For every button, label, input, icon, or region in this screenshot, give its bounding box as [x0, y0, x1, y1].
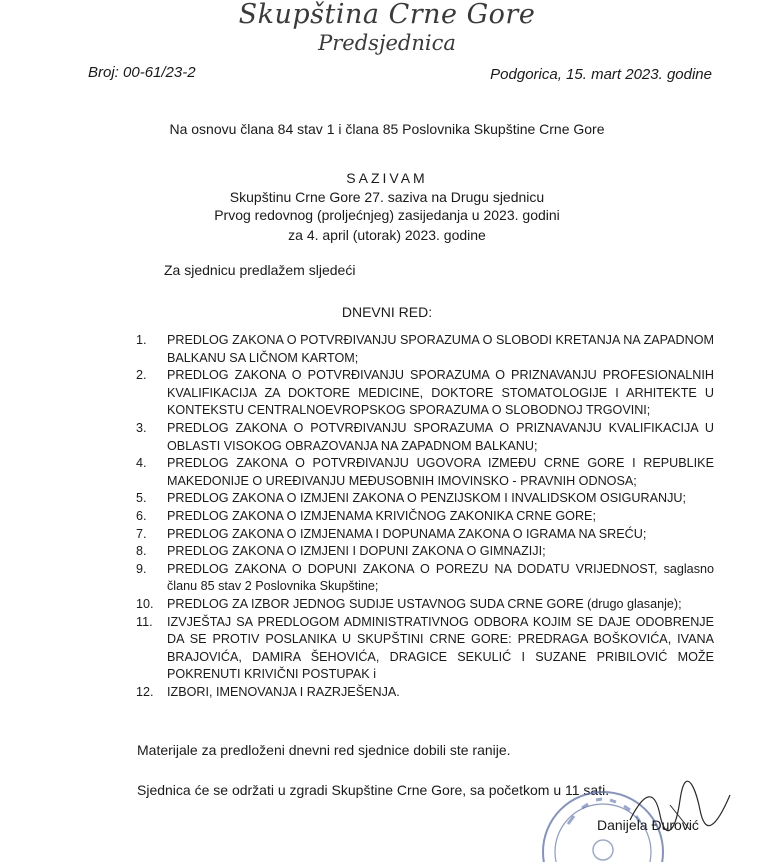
closing-materials: Materijale za predloženi dnevni red sjednice dobili ste ranije.: [137, 742, 511, 758]
agenda-item-number: 11.: [136, 614, 153, 629]
agenda-item-number: 9.: [136, 561, 147, 576]
agenda-item-number: 5.: [136, 491, 147, 506]
agenda-item-text: PREDLOG ZAKONA O POTVRĐIVANJU SPORAZUMA O PRIZNAVANJU PROFESIONALNIH KVALIFIKACIJA ZA DOKTORE MEDICINE, DOKTORE STOMATOLOGIJE I ARHITEKTE U KONTEKSTU CENTRALNOEVROPSKOG SPORAZUMA O SLOBODNOJ TRGOVINI;: [167, 368, 714, 418]
place-and-date: Podgorica, 15. mart 2023. godine: [490, 66, 712, 83]
agenda-item-text: PREDLOG ZAKONA O IZMJENAMA KRIVIČNOG ZAKONIKA CRNE GORE;: [167, 508, 596, 523]
agenda-item-number: 6.: [136, 508, 147, 523]
propose-text: Za sjednicu predlažem sljedeći: [164, 262, 356, 278]
agenda-item: [136, 561, 714, 596]
agenda-item-number: 12.: [136, 684, 154, 699]
convene-heading: SAZIVAM: [346, 170, 428, 186]
agenda-item: [136, 543, 714, 561]
agenda-item-number: 2.: [136, 368, 147, 383]
agenda-item-text: IZVJEŠTAJ SA PREDLOGOM ADMINISTRATIVNOG ODBORA KOJIM SE DAJE ODOBRENJE DA SE PROTIV POSLANIKA U SKUPŠTINI CRNE GORE: PREDRAGA BOŠKOVIĆA, IVANA BRAJOVIĆA, DAMIRA ŠEHOVIĆA, DRAGICE SEKULIĆ I SUZANE PRIBILOVIĆ MOŽE POKRENUTI KRIVIČNI POSTUPAK i: [167, 614, 714, 682]
agenda-item-text: PREDLOG ZAKONA O IZMJENAMA I DOPUNAMA ZAKONA O IGRAMA NA SREĆU;: [167, 526, 647, 541]
agenda-item-text: IZBORI, IMENOVANJA I RAZRJEŠENJA.: [167, 684, 400, 699]
agenda-item: [136, 526, 714, 544]
agenda-item: [136, 508, 714, 526]
reference-number: Broj: 00-61/23-2: [88, 64, 196, 81]
agenda-item-text: PREDLOG ZA IZBOR JEDNOG SUDIJE USTAVNOG SUDA CRNE GORE (drugo glasanje);: [167, 596, 682, 611]
convene-line-1: Skupštinu Crne Gore 27. saziva na Drugu sjednicu: [229, 189, 545, 205]
agenda-item: [136, 367, 714, 420]
agenda-item-number: 1.: [136, 333, 147, 347]
agenda-item: [136, 596, 714, 614]
letterhead-title: Skupština Crne Gore: [238, 0, 536, 30]
signature-name: Danijela Đurović: [597, 817, 699, 833]
agenda-list: [136, 332, 714, 701]
convene-line-2: Prvog redovnog (proljećnjeg) zasijedanja u 2023. godini: [214, 207, 560, 223]
agenda-heading: DNEVNI RED:: [341, 304, 433, 320]
agenda-item-text: PREDLOG ZAKONA O POTVRĐIVANJU UGOVORA IZMEĐU CRNE GORE I REPUBLIKE MAKEDONIJE O UREĐIVANJU MEĐUSOBNIH IMOVINSKO - PRAVNIH ODNOSA;: [167, 456, 714, 488]
agenda-item-text: PREDLOG ZAKONA O DOPUNI ZAKONA O POREZU NA DODATU VRIJEDNOST, saglasno članu 85 stav 2 Poslovnika Skupštine;: [167, 561, 714, 594]
agenda-item-text: PREDLOG ZAKONA O IZMJENI ZAKONA O PENZIJSKOM I INVALIDSKOM OSIGURANJU;: [167, 491, 686, 506]
closing-location: Sjednica će se održati u zgradi Skupštine Crne Gore, sa početkom u 11 sati.: [137, 782, 610, 798]
letterhead-subtitle: Predsjednica: [318, 31, 456, 55]
agenda-item-text: PREDLOG ZAKONA O IZMJENI I DOPUNI ZAKONA O GIMNAZIJI;: [167, 544, 546, 559]
agenda-item: [136, 332, 714, 367]
agenda-item: [136, 490, 714, 508]
agenda-item-number: 10.: [136, 596, 154, 611]
agenda-item-number: 8.: [136, 544, 147, 559]
agenda-item-text: PREDLOG ZAKONA O POTVRĐIVANJU SPORAZUMA O SLOBODI KRETANJA NA ZAPADNOM BALKANU SA LIČNOM KARTOM;: [167, 333, 714, 365]
agenda-item-number: 3.: [136, 420, 147, 435]
agenda-item: [136, 684, 714, 702]
legal-basis: Na osnovu člana 84 stav 1 i člana 85 Poslovnika Skupštine Crne Gore: [169, 121, 605, 137]
agenda-item-text: PREDLOG ZAKONA O POTVRĐIVANJU SPORAZUMA O PRIZNAVANJU KVALIFIKACIJA U OBLASTI VISOKOG OBRAZOVANJA NA ZAPADNOM BALKANU;: [167, 420, 714, 453]
convene-line-3: za 4. april (utorak) 2023. godine: [288, 227, 486, 243]
agenda-item: [136, 614, 714, 684]
agenda-item: [136, 420, 714, 455]
agenda-item-number: 4.: [136, 456, 147, 471]
agenda-item: [136, 455, 714, 490]
agenda-item-number: 7.: [136, 526, 147, 541]
